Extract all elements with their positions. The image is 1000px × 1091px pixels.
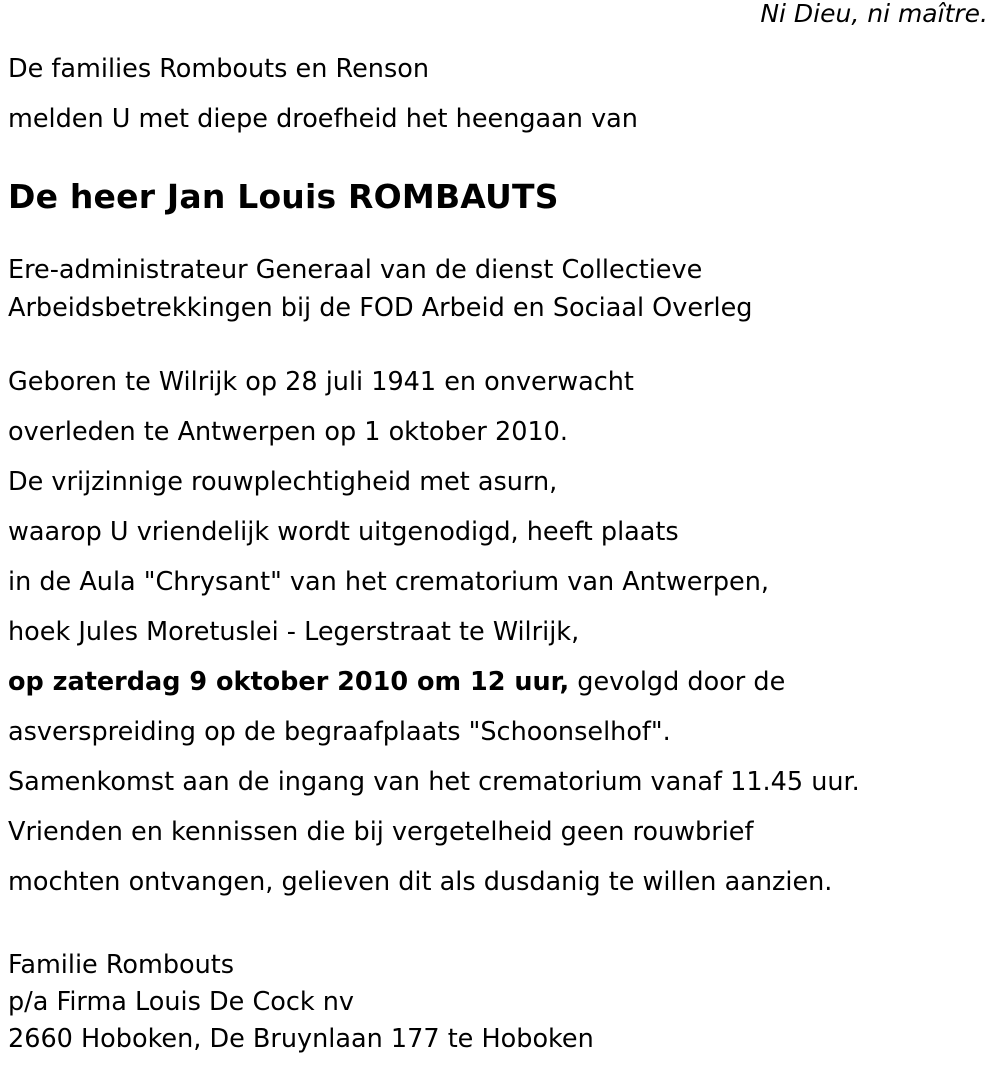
datetime-line bbox=[8, 657, 992, 707]
datetime-rest: gevolgd door de bbox=[577, 667, 786, 697]
motto-text: Ni Dieu, ni maître. bbox=[760, 0, 988, 28]
announcement-line-1: De families Rombouts en Renson bbox=[8, 54, 429, 84]
location-line-2: hoek Jules Moretuslei - Legerstraat te Wilrijk, bbox=[8, 617, 580, 647]
birth-line: Geboren te Wilrijk op 28 juli 1941 en onverwacht bbox=[8, 367, 634, 397]
scattering-line: asverspreiding op de begraafplaats "Schoonselhof". bbox=[8, 717, 671, 747]
death-line: overleden te Antwerpen op 1 oktober 2010. bbox=[8, 417, 569, 447]
location-line-1: in de Aula "Chrysant" van het crematorium van Antwerpen, bbox=[8, 567, 770, 597]
contact-address: 2660 Hoboken, De Bruynlaan 177 te Hoboken bbox=[8, 1024, 594, 1054]
datetime-emphasis: op zaterdag 9 oktober 2010 om 12 uur, bbox=[8, 667, 570, 697]
announcement-line-2: melden U met diepe droefheid het heengaan van bbox=[8, 104, 638, 134]
announcement-block bbox=[8, 44, 992, 144]
ceremony-line-1: De vrijzinnige rouwplechtigheid met asurn, bbox=[8, 467, 558, 497]
contact-block bbox=[8, 947, 992, 1058]
notice-line-2: mochten ontvangen, gelieven dit als dusdanig te willen aanzien. bbox=[8, 867, 833, 897]
role-line-1: Ere-administrateur Generaal van de dienst Collectieve bbox=[8, 255, 703, 285]
contact-family: Familie Rombouts bbox=[8, 950, 235, 980]
contact-company: p/a Firma Louis De Cock nv bbox=[8, 987, 354, 1017]
deceased-name: De heer Jan Louis ROMBAUTS bbox=[8, 177, 559, 216]
role-block bbox=[8, 251, 992, 327]
notice-line-1: Vrienden en kennissen die bij vergetelheid geen rouwbrief bbox=[8, 817, 754, 847]
ceremony-line-2: waarop U vriendelijk wordt uitgenodigd, heeft plaats bbox=[8, 517, 679, 547]
gathering-line: Samenkomst aan de ingang van het crematorium vanaf 11.45 uur. bbox=[8, 767, 860, 797]
role-line-2: Arbeidsbetrekkingen bij de FOD Arbeid en Sociaal Overleg bbox=[8, 293, 753, 323]
ceremony-details bbox=[8, 357, 992, 907]
